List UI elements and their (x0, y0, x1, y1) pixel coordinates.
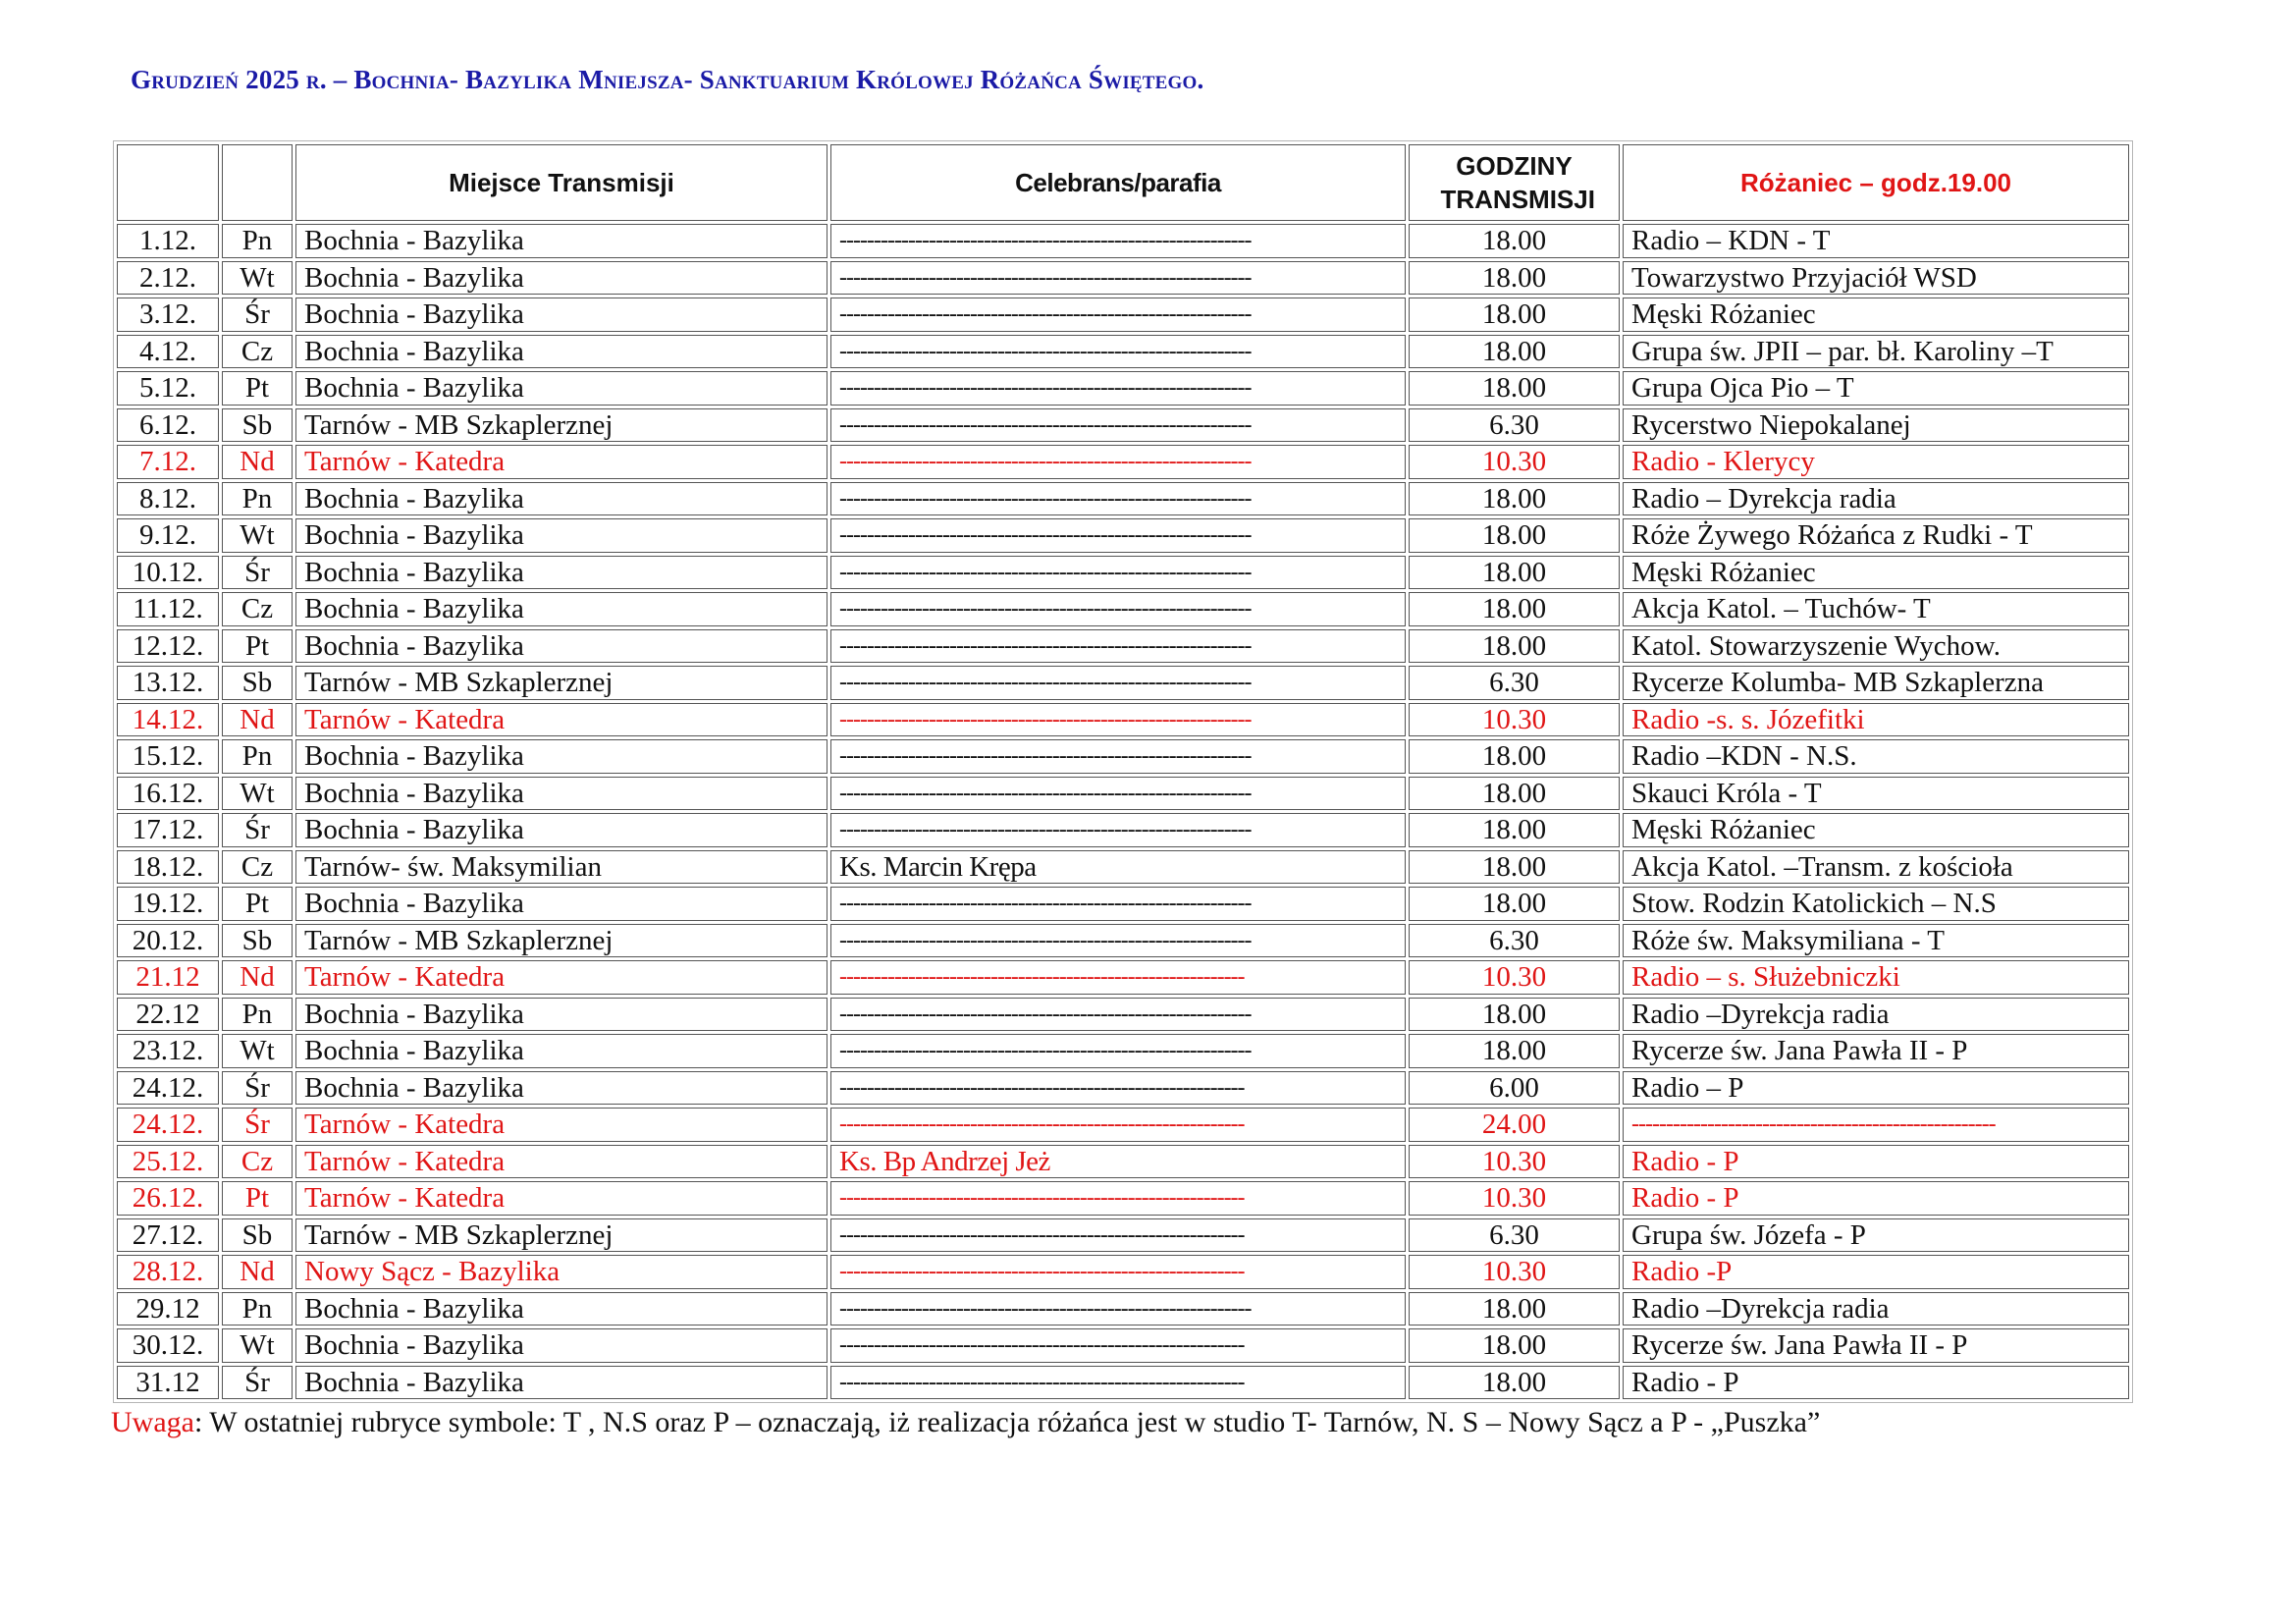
cell-place: Tarnów - MB Szkaplerznej (295, 666, 828, 700)
cell-place: Bochnia - Bazylika (295, 335, 828, 369)
cell-day: Śr (222, 298, 293, 332)
table-row (117, 1366, 2129, 1400)
cell-rosary: Akcja Katol. – Tuchów- T (1623, 592, 2129, 626)
cell-date: 23.12. (117, 1034, 219, 1068)
cell-day: Wt (222, 777, 293, 811)
cell-celebrant: ------------------------------------------------------------ (830, 813, 1406, 847)
table-row (117, 556, 2129, 590)
cell-time: 6.00 (1409, 1071, 1620, 1106)
cell-place: Bochnia - Bazylika (295, 298, 828, 332)
cell-date: 4.12. (117, 335, 219, 369)
cell-rosary: Radio -s. s. Józefitki (1623, 703, 2129, 737)
cell-rosary: Akcja Katol. –Transm. z kościoła (1623, 850, 2129, 885)
header-day (222, 144, 293, 221)
cell-celebrant: ----------------------------------------------------------- (830, 1328, 1406, 1363)
cell-rosary: Rycerstwo Niepokalanej (1623, 408, 2129, 443)
cell-place: Tarnów - Katedra (295, 1108, 828, 1142)
cell-celebrant: ----------------------------------------------------------- (830, 1071, 1406, 1106)
cell-day: Pn (222, 482, 293, 516)
cell-date: 14.12. (117, 703, 219, 737)
cell-place: Tarnów - MB Szkaplerznej (295, 1218, 828, 1253)
table-row (117, 887, 2129, 921)
cell-celebrant: ------------------------------------------------------------ (830, 371, 1406, 406)
cell-place: Tarnów - MB Szkaplerznej (295, 924, 828, 958)
table-row (117, 1218, 2129, 1253)
cell-celebrant: ------------------------------------------------------------ (830, 666, 1406, 700)
table-header-row (117, 144, 2129, 221)
cell-day: Śr (222, 1366, 293, 1400)
cell-day: Śr (222, 556, 293, 590)
cell-time: 6.30 (1409, 666, 1620, 700)
cell-rosary: Radio - P (1623, 1181, 2129, 1216)
cell-rosary: Radio –Dyrekcja radia (1623, 998, 2129, 1032)
cell-time: 10.30 (1409, 703, 1620, 737)
cell-celebrant: ------------------------------------------------------------ (830, 887, 1406, 921)
cell-day: Cz (222, 850, 293, 885)
cell-time: 18.00 (1409, 592, 1620, 626)
cell-day: Wt (222, 1034, 293, 1068)
table-row (117, 408, 2129, 443)
table-row (117, 224, 2129, 258)
cell-celebrant: ------------------------------------------------------------ (830, 445, 1406, 479)
cell-date: 22.12 (117, 998, 219, 1032)
table-row (117, 960, 2129, 995)
cell-rosary: Towarzystwo Przyjaciół WSD (1623, 261, 2129, 296)
cell-date: 7.12. (117, 445, 219, 479)
table-row (117, 445, 2129, 479)
cell-rosary: Radio -P (1623, 1255, 2129, 1289)
cell-day: Wt (222, 518, 293, 553)
cell-celebrant: ----------------------------------------------------------- (830, 1108, 1406, 1142)
cell-rosary: Grupa św. Józefa - P (1623, 1218, 2129, 1253)
cell-time: 18.00 (1409, 739, 1620, 774)
table-row (117, 703, 2129, 737)
cell-celebrant: Ks. Marcin Krępa (830, 850, 1406, 885)
table-row (117, 1292, 2129, 1326)
cell-place: Bochnia - Bazylika (295, 1071, 828, 1106)
cell-place: Bochnia - Bazylika (295, 482, 828, 516)
cell-place: Tarnów - Katedra (295, 1181, 828, 1216)
cell-celebrant: ------------------------------------------------------------ (830, 518, 1406, 553)
table-row (117, 1255, 2129, 1289)
cell-date: 31.12 (117, 1366, 219, 1400)
cell-date: 9.12. (117, 518, 219, 553)
cell-day: Pt (222, 629, 293, 664)
table-row (117, 1145, 2129, 1179)
cell-date: 24.12. (117, 1071, 219, 1106)
table-row (117, 998, 2129, 1032)
cell-day: Śr (222, 1108, 293, 1142)
cell-place: Bochnia - Bazylika (295, 518, 828, 553)
cell-date: 19.12. (117, 887, 219, 921)
table-row (117, 850, 2129, 885)
cell-time: 18.00 (1409, 850, 1620, 885)
cell-place: Nowy Sącz - Bazylika (295, 1255, 828, 1289)
cell-time: 18.00 (1409, 1366, 1620, 1400)
cell-place: Bochnia - Bazylika (295, 1292, 828, 1326)
table-row (117, 592, 2129, 626)
cell-time: 18.00 (1409, 298, 1620, 332)
table-row (117, 371, 2129, 406)
cell-rosary: Róże Żywego Różańca z Rudki - T (1623, 518, 2129, 553)
cell-rosary: Rycerze św. Jana Pawła II - P (1623, 1034, 2129, 1068)
cell-time: 18.00 (1409, 371, 1620, 406)
cell-time: 18.00 (1409, 335, 1620, 369)
header-rosary: Różaniec – godz.19.00 (1623, 144, 2129, 221)
cell-day: Pt (222, 1181, 293, 1216)
table-row (117, 1071, 2129, 1106)
header-time (1409, 144, 1620, 221)
cell-time: 10.30 (1409, 445, 1620, 479)
header-place: Miejsce Transmisji (295, 144, 828, 221)
cell-time: 18.00 (1409, 777, 1620, 811)
cell-celebrant: ------------------------------------------------------------ (830, 1292, 1406, 1326)
cell-celebrant: ------------------------------------------------------------ (830, 408, 1406, 443)
cell-time: 18.00 (1409, 482, 1620, 516)
cell-day: Sb (222, 1218, 293, 1253)
cell-day: Nd (222, 1255, 293, 1289)
cell-place: Bochnia - Bazylika (295, 887, 828, 921)
cell-day: Cz (222, 335, 293, 369)
cell-place: Bochnia - Bazylika (295, 777, 828, 811)
cell-place: Bochnia - Bazylika (295, 224, 828, 258)
cell-place: Tarnów - Katedra (295, 1145, 828, 1179)
cell-rosary: Skauci Króla - T (1623, 777, 2129, 811)
note (111, 1406, 1820, 1439)
cell-place: Bochnia - Bazylika (295, 813, 828, 847)
cell-place: Bochnia - Bazylika (295, 1328, 828, 1363)
cell-time: 10.30 (1409, 960, 1620, 995)
cell-date: 30.12. (117, 1328, 219, 1363)
cell-celebrant: Ks. Bp Andrzej Jeż (830, 1145, 1406, 1179)
cell-place: Bochnia - Bazylika (295, 998, 828, 1032)
cell-celebrant: ------------------------------------------------------------ (830, 924, 1406, 958)
cell-celebrant: ------------------------------------------------------------ (830, 777, 1406, 811)
cell-time: 10.30 (1409, 1145, 1620, 1179)
cell-place: Bochnia - Bazylika (295, 261, 828, 296)
cell-rosary: Męski Różaniec (1623, 813, 2129, 847)
cell-date: 13.12. (117, 666, 219, 700)
cell-date: 10.12. (117, 556, 219, 590)
cell-day: Nd (222, 960, 293, 995)
cell-date: 1.12. (117, 224, 219, 258)
cell-celebrant: ------------------------------------------------------------ (830, 703, 1406, 737)
cell-day: Nd (222, 703, 293, 737)
cell-date: 25.12. (117, 1145, 219, 1179)
note-text: : W ostatniej rubryce symbole: T , N.S oraz P – oznaczają, iż realizacja różańca jest w studio T- Tarnów, N. S – Nowy Sącz a P - „Puszka” (193, 1406, 1821, 1438)
cell-rosary: Radio - P (1623, 1145, 2129, 1179)
cell-celebrant: ------------------------------------------------------------ (830, 739, 1406, 774)
cell-day: Sb (222, 924, 293, 958)
table-row (117, 777, 2129, 811)
cell-time: 18.00 (1409, 998, 1620, 1032)
cell-rosary: Radio –Dyrekcja radia (1623, 1292, 2129, 1326)
cell-rosary: Radio - Klerycy (1623, 445, 2129, 479)
cell-day: Cz (222, 592, 293, 626)
cell-rosary: Grupa Ojca Pio – T (1623, 371, 2129, 406)
cell-place: Bochnia - Bazylika (295, 556, 828, 590)
table-row (117, 518, 2129, 553)
cell-rosary: Stow. Rodzin Katolickich – N.S (1623, 887, 2129, 921)
cell-place: Bochnia - Bazylika (295, 1366, 828, 1400)
cell-celebrant: ------------------------------------------------------------ (830, 629, 1406, 664)
cell-day: Pn (222, 998, 293, 1032)
cell-date: 2.12. (117, 261, 219, 296)
cell-date: 29.12 (117, 1292, 219, 1326)
cell-place: Tarnów - Katedra (295, 445, 828, 479)
cell-date: 27.12. (117, 1218, 219, 1253)
cell-date: 6.12. (117, 408, 219, 443)
cell-rosary: Rycerze św. Jana Pawła II - P (1623, 1328, 2129, 1363)
cell-date: 20.12. (117, 924, 219, 958)
cell-day: Śr (222, 813, 293, 847)
cell-day: Wt (222, 261, 293, 296)
cell-celebrant: ------------------------------------------------------------ (830, 224, 1406, 258)
cell-place: Tarnów - Katedra (295, 703, 828, 737)
cell-day: Wt (222, 1328, 293, 1363)
table-row (117, 335, 2129, 369)
cell-time: 18.00 (1409, 261, 1620, 296)
cell-time: 6.30 (1409, 1218, 1620, 1253)
cell-rosary: Katol. Stowarzyszenie Wychow. (1623, 629, 2129, 664)
cell-date: 11.12. (117, 592, 219, 626)
page-title: Grudzień 2025 r. – Bochnia- Bazylika Mniejsza- Sanktuarium Królowej Różańca Świętego. (131, 65, 1204, 94)
cell-day: Cz (222, 1145, 293, 1179)
cell-time: 18.00 (1409, 629, 1620, 664)
table-row (117, 1108, 2129, 1142)
cell-day: Nd (222, 445, 293, 479)
cell-time: 24.00 (1409, 1108, 1620, 1142)
note-label: Uwaga (111, 1406, 194, 1438)
cell-date: 12.12. (117, 629, 219, 664)
header-celebrant: Celebrans/parafia (830, 144, 1406, 221)
cell-rosary: Radio – KDN - T (1623, 224, 2129, 258)
cell-date: 15.12. (117, 739, 219, 774)
table-row (117, 298, 2129, 332)
cell-date: 5.12. (117, 371, 219, 406)
cell-place: Tarnów - Katedra (295, 960, 828, 995)
table-row (117, 739, 2129, 774)
cell-time: 18.00 (1409, 813, 1620, 847)
cell-place: Tarnów- św. Maksymilian (295, 850, 828, 885)
cell-date: 3.12. (117, 298, 219, 332)
cell-celebrant: ----------------------------------------------------------- (830, 1255, 1406, 1289)
cell-date: 24.12. (117, 1108, 219, 1142)
cell-rosary: Róże św. Maksymiliana - T (1623, 924, 2129, 958)
cell-rosary: Radio –KDN - N.S. (1623, 739, 2129, 774)
cell-place: Tarnów - MB Szkaplerznej (295, 408, 828, 443)
table-row (117, 666, 2129, 700)
cell-time: 18.00 (1409, 1034, 1620, 1068)
cell-day: Pn (222, 224, 293, 258)
cell-time: 10.30 (1409, 1255, 1620, 1289)
cell-celebrant: ------------------------------------------------------------ (830, 998, 1406, 1032)
cell-rosary: Rycerze Kolumba- MB Szkaplerzna (1623, 666, 2129, 700)
cell-date: 26.12. (117, 1181, 219, 1216)
cell-time: 18.00 (1409, 556, 1620, 590)
cell-place: Bochnia - Bazylika (295, 629, 828, 664)
cell-celebrant: ------------------------------------------------------------ (830, 556, 1406, 590)
cell-time: 18.00 (1409, 887, 1620, 921)
cell-day: Sb (222, 666, 293, 700)
cell-time: 10.30 (1409, 1181, 1620, 1216)
cell-place: Bochnia - Bazylika (295, 371, 828, 406)
cell-day: Pn (222, 739, 293, 774)
cell-day: Pn (222, 1292, 293, 1326)
cell-time: 6.30 (1409, 408, 1620, 443)
cell-place: Bochnia - Bazylika (295, 592, 828, 626)
cell-day: Sb (222, 408, 293, 443)
broadcast-schedule-table (113, 140, 2133, 1403)
cell-time: 6.30 (1409, 924, 1620, 958)
table-row (117, 629, 2129, 664)
cell-rosary: Radio – s. Służebniczki (1623, 960, 2129, 995)
cell-place: Bochnia - Bazylika (295, 1034, 828, 1068)
header-date (117, 144, 219, 221)
cell-rosary: Grupa św. JPII – par. bł. Karoliny –T (1623, 335, 2129, 369)
cell-rosary: Radio – P (1623, 1071, 2129, 1106)
cell-celebrant: ----------------------------------------------------------- (830, 1218, 1406, 1253)
cell-time: 18.00 (1409, 1292, 1620, 1326)
table-row (117, 924, 2129, 958)
cell-celebrant: ----------------------------------------------------------- (830, 1181, 1406, 1216)
cell-celebrant: ----------------------------------------------------------- (830, 1366, 1406, 1400)
cell-date: 28.12. (117, 1255, 219, 1289)
cell-rosary: Radio - P (1623, 1366, 2129, 1400)
cell-celebrant: ----------------------------------------------------------- (830, 960, 1406, 995)
cell-date: 17.12. (117, 813, 219, 847)
cell-day: Pt (222, 371, 293, 406)
cell-time: 18.00 (1409, 1328, 1620, 1363)
cell-date: 21.12 (117, 960, 219, 995)
cell-rosary: Radio – Dyrekcja radia (1623, 482, 2129, 516)
cell-celebrant: ------------------------------------------------------------ (830, 335, 1406, 369)
table-row (117, 813, 2129, 847)
table-row (117, 1328, 2129, 1363)
cell-day: Śr (222, 1071, 293, 1106)
cell-celebrant: ------------------------------------------------------------ (830, 592, 1406, 626)
table-row (117, 482, 2129, 516)
table-row (117, 261, 2129, 296)
cell-celebrant: ------------------------------------------------------------ (830, 482, 1406, 516)
cell-date: 16.12. (117, 777, 219, 811)
header-time-text: GODZINY TRANSMISJI (1440, 151, 1595, 214)
cell-celebrant: ------------------------------------------------------------ (830, 1034, 1406, 1068)
cell-date: 8.12. (117, 482, 219, 516)
cell-time: 18.00 (1409, 518, 1620, 553)
table-row (117, 1034, 2129, 1068)
cell-place: Bochnia - Bazylika (295, 739, 828, 774)
cell-rosary: Męski Różaniec (1623, 298, 2129, 332)
cell-date: 18.12. (117, 850, 219, 885)
cell-day: Pt (222, 887, 293, 921)
cell-rosary: Męski Różaniec (1623, 556, 2129, 590)
cell-rosary: ----------------------------------------------------- (1623, 1108, 2129, 1142)
cell-celebrant: ------------------------------------------------------------ (830, 261, 1406, 296)
cell-celebrant: ------------------------------------------------------------ (830, 298, 1406, 332)
table-row (117, 1181, 2129, 1216)
cell-time: 18.00 (1409, 224, 1620, 258)
